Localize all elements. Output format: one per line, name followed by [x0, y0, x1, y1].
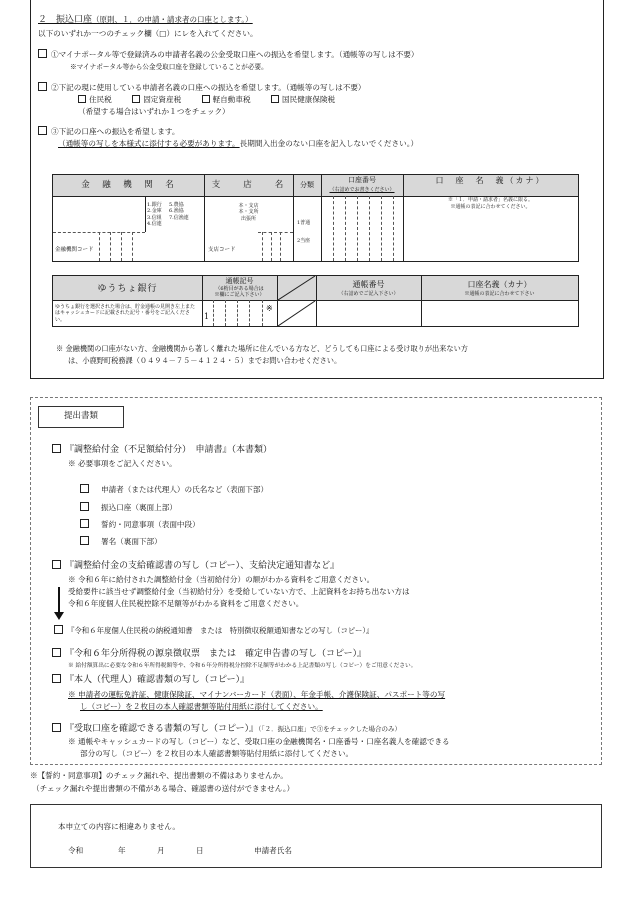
doc1-item-pledge: 誓約・同意事項（表面中段）	[80, 519, 200, 530]
doc4: 『令和６年分所得税の源泉徴収票 または 確定申告書の写し（コピー）』	[52, 648, 366, 661]
yucho-number-subheader: （右詰めでご記入下さい）	[338, 291, 399, 297]
branch-kinds: 本・支店 本・支所 出張所	[238, 203, 259, 222]
yucho-note: ゆうちょ銀行を選択された場合は、貯金通帳の見開き左上またはキャッシュカードに記載された記号・番号をご記入ください。	[55, 304, 196, 323]
date-year: 年	[118, 846, 126, 855]
section2-heading: ２ 振込口座（原則、１．の申請・請求者の口座とします。）	[38, 15, 253, 25]
option2-note: （希望する場合はいずれか１つをチェック）	[78, 107, 230, 116]
option1: ①マイナポータル等で登録済みの申請者名義の公金受取口座への振込を希望します。（通帳等の写しは不要）	[38, 49, 419, 60]
doc6-note1: ※ 通帳やキャッシュカードの写し（コピー）など、受取口座の金融機関名・口座番号・口座名義人を確認できる	[68, 737, 450, 746]
doc5-checkbox[interactable]	[52, 674, 61, 683]
branch-code-label: 支店コード	[208, 247, 236, 253]
bank-kinds-a: 1.銀行 2.金庫 3.信組 4.信連	[147, 202, 162, 227]
branch-name-header: 支 店 名	[211, 180, 286, 190]
account-type-regular: 1普通	[297, 220, 311, 226]
yucho-number-header: 通帳番号	[352, 280, 385, 289]
applicant-name-field[interactable]	[300, 838, 580, 854]
doc2-note1: ※ 令和６年に給付された調整給付金（当初給付分）の額がわかる資料をご用意ください。	[68, 575, 375, 584]
doc1-item-pledge-checkbox[interactable]	[80, 519, 89, 528]
option3-checkbox[interactable]	[38, 126, 47, 135]
option1-checkbox[interactable]	[38, 49, 47, 58]
check-reminder-line1: ※【誓約・同意事項】のチェック漏れや、提出書類の不備はありませんか。	[30, 771, 288, 780]
contact-note-line1: ※ 金融機関の口座がない方、金融機関から著しく離れた場所に住んでいる方など、どうしても口座による受け取りが出来ない方	[56, 344, 468, 353]
option2-checkbox[interactable]	[38, 82, 47, 91]
section2-instruction: 以下のいずれか一つのチェック欄（□）にレを入れてください。	[38, 29, 258, 38]
type-header: 分類	[300, 181, 314, 189]
check-reminder-line2: （チェック漏れや提出書類の不備がある場合、確認書の送付ができません。）	[32, 784, 295, 793]
tax-checkbox-vehicle[interactable]	[202, 95, 210, 103]
tax-checkbox-resident[interactable]	[78, 95, 86, 103]
account-holder-note1: ※「１．申請・請求者」名義に限る。	[447, 197, 533, 203]
bank-code-label: 金融機関コード	[55, 247, 94, 253]
account-holder-note2: ※通帳の表記に合わせてください。	[450, 204, 531, 210]
yucho-diagonal-line	[278, 301, 316, 326]
date-day: 日	[196, 846, 204, 855]
doc5: 『本人（代理人）確認書類の写し（コピー）』	[52, 674, 249, 687]
applicant-name-label: 申請者氏名	[254, 846, 292, 855]
yucho-symbol-header: 通帳記号	[225, 277, 254, 285]
doc4-note: ※ 給付額算出に必要な令和６年所得税額等や、令和６年分所得税分控除不足額等がわかる上記書類の写し（コピー）をご用意ください。	[68, 663, 417, 669]
doc5-note1: ※ 申請者の運転免許証、健康保険証、マイナンバーカード（表面）、年金手帳、介護保険証、パスポート等の写	[68, 690, 446, 699]
contact-note-line2: は、小鹿野町税務課（０４９４－７５－４１２４・５）までお問い合わせください。	[68, 356, 342, 365]
doc1-item-account-checkbox[interactable]	[80, 502, 89, 511]
bank-kinds-b: 5.農協 6.漁協 7.信漁連	[169, 202, 189, 221]
doc3-checkbox[interactable]	[54, 625, 63, 634]
account-number-header: 口座番号	[348, 176, 376, 184]
doc1-note: ※ 必要事項をご記入ください。	[68, 459, 177, 468]
option2-tax-choices: 住民税 固定資産税 軽自動車税 国民健康保険税	[78, 95, 335, 105]
date-month: 月	[157, 846, 165, 855]
account-holder-header: 口 座 名 義（カナ）	[435, 176, 546, 185]
doc1-item-signature: 署名（裏面下部）	[80, 536, 162, 547]
doc1-item-signature-checkbox[interactable]	[80, 536, 89, 545]
declaration-box	[30, 804, 602, 868]
doc2: 『調整給付金の支給確認書の写し（コピー）、支給決定通知書など』	[52, 560, 339, 573]
date-era: 令和	[68, 846, 84, 855]
bank-account-table	[52, 174, 579, 262]
option2: ②下記の現に使用している申請者名義の口座への振込を希望します。（通帳等の写しは不要）	[38, 82, 366, 93]
doc1-item-applicant: 申請者（または代理人）の氏名など（表面下部）	[80, 484, 268, 495]
doc6-note2: 部分の写し（コピー）を２枚目の本人確認書類等貼付用紙に添付してください。	[80, 749, 354, 758]
doc4-checkbox[interactable]	[52, 648, 61, 657]
yucho-table: ゆうちょ銀行 ゆうちょ銀行を選択された場合は、貯金通帳の見開き左上またはキャッシュカードに記載された記号・番号をご記入ください。 通帳記号 （6桁目がある場合は ※欄にご記入下さい） 1 ※ 通帳番号 （右詰めでご記入下さい） 口座名義（カナ） ※通帳の表記に合わせて下さい	[52, 275, 579, 327]
doc2-checkbox[interactable]	[52, 560, 61, 569]
declaration-statement: 本申立ての内容に相違ありません。	[58, 822, 180, 831]
doc6: 『受取口座を確認できる書類の写し（コピー）』（「２．振込口座」で③をチェックした場合のみ）	[52, 723, 401, 736]
account-number-subheader: （右詰めでお書きください）	[329, 187, 395, 193]
doc2-note2: 受給要件に該当せず調整給付金（当初給付分）を受給していない方で、上記資料をお持ち出ない方は	[68, 587, 410, 596]
yucho-holder-subheader: ※通帳の表記に合わせて下さい	[464, 291, 535, 297]
doc2-note3: 令和６年度個人住民税控除不足額等がわかる資料をご用意ください。	[68, 599, 304, 608]
doc3: 『令和６年度個人住民税の納税通知書 または 特別徴収税額通知書などの写し（コピー）』	[54, 625, 373, 636]
yucho-symbol-first-digit: 1	[204, 312, 210, 321]
yucho-holder-header: 口座名義（カナ）	[467, 280, 532, 289]
yucho-bank-label: ゆうちょ銀行	[97, 284, 158, 294]
doc6-checkbox[interactable]	[52, 723, 61, 732]
option3: ③下記の口座への振込を希望します。	[38, 126, 179, 137]
doc1-item-account: 振込口座（裏面上部）	[80, 502, 177, 513]
bank-name-header: 金 融 機 関 名	[81, 180, 176, 190]
doc1-checkbox[interactable]	[52, 444, 61, 453]
option1-note: ※マイナポータル等から公金受取口座を登録していることが必要。	[70, 63, 268, 71]
doc1-item-applicant-checkbox[interactable]	[80, 484, 89, 493]
tax-checkbox-health[interactable]	[271, 95, 279, 103]
required-documents-title: 提出書類	[38, 406, 124, 428]
yucho-symbol-mark: ※	[266, 304, 273, 313]
account-type-current: 2当座	[297, 238, 311, 244]
option3-note: （通帳等の写しを本様式に添付する必要があります。長期間入出金のない口座を記入しないでください。）	[58, 139, 419, 148]
tax-checkbox-property[interactable]	[132, 95, 140, 103]
doc5-note2: し（コピー）を２枚目の本人確認書類等貼付用紙に添付してください。	[80, 702, 323, 711]
doc1: 『調整給付金（不足額給付分） 申請書』（本書類）	[52, 444, 272, 457]
